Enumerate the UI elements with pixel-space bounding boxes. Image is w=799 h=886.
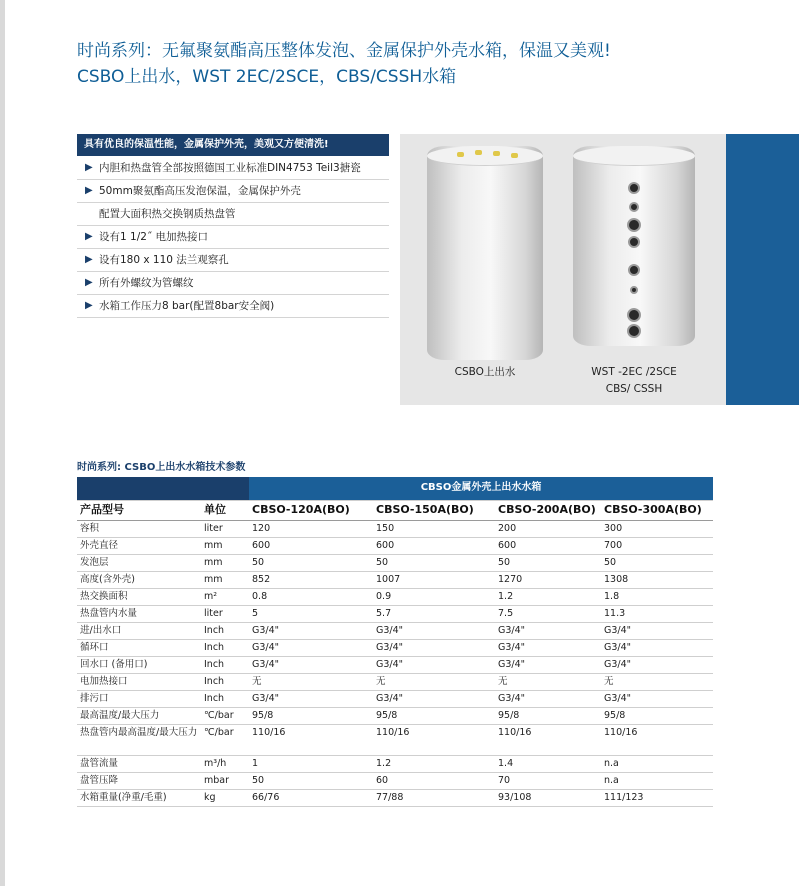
value-cell: 1.2 xyxy=(373,755,495,772)
features-list xyxy=(77,157,389,318)
wst-tank-image xyxy=(573,146,695,346)
triangle-bullet-icon: ▶ xyxy=(85,185,93,196)
value-cell: 852 xyxy=(249,571,373,588)
value-cell: 50 xyxy=(249,554,373,571)
value-cell: G3/4" xyxy=(373,622,495,639)
header-cell: 产品型号 xyxy=(77,500,201,520)
unit-cell: Inch xyxy=(201,656,249,673)
value-cell: 93/108 xyxy=(495,789,601,806)
feature-item xyxy=(77,180,389,203)
param-name-cell: 热交换面积 xyxy=(77,588,201,605)
unit-cell: m² xyxy=(201,588,249,605)
headline-line-1: 时尚系列：无氟聚氨酯高压整体发泡、金属保护外壳水箱，保温又美观! xyxy=(77,41,611,61)
value-cell: 1270 xyxy=(495,571,601,588)
value-cell: 95/8 xyxy=(601,707,713,724)
value-cell: 120 xyxy=(249,520,373,537)
table-row xyxy=(77,605,713,622)
value-cell: 50 xyxy=(495,554,601,571)
value-cell: 110/16 xyxy=(249,724,373,755)
value-cell: 50 xyxy=(249,772,373,789)
feature-text: 50mm聚氨酯高压发泡保温，金属保护外壳 xyxy=(99,185,301,197)
unit-cell: mbar xyxy=(201,772,249,789)
feature-item xyxy=(77,157,389,180)
table-row xyxy=(77,554,713,571)
value-cell: 0.9 xyxy=(373,588,495,605)
table-row xyxy=(77,673,713,690)
table-row xyxy=(77,755,713,772)
value-cell: 110/16 xyxy=(495,724,601,755)
specs-table xyxy=(77,477,713,807)
param-name-cell: 电加热接口 xyxy=(77,673,201,690)
features-title: 具有优良的保温性能，金属保护外壳，美观又方便清洗! xyxy=(77,134,389,156)
value-cell: 5 xyxy=(249,605,373,622)
header-cell: CBSO-150A(BO) xyxy=(373,500,495,520)
param-name-cell: 排污口 xyxy=(77,690,201,707)
table-row xyxy=(77,772,713,789)
value-cell: 1.4 xyxy=(495,755,601,772)
value-cell: 5.7 xyxy=(373,605,495,622)
param-name-cell: 热盘管内最高温度/最大压力 xyxy=(77,724,201,755)
value-cell: 70 xyxy=(495,772,601,789)
feature-item xyxy=(77,295,389,318)
value-cell: 111/123 xyxy=(601,789,713,806)
table-row xyxy=(77,690,713,707)
value-cell: 1007 xyxy=(373,571,495,588)
group-blank xyxy=(77,477,249,500)
caption-wst-line-1: WST -2EC /2SCE xyxy=(591,366,677,378)
headline xyxy=(77,38,777,90)
table-row xyxy=(77,724,713,755)
unit-cell: ℃/bar xyxy=(201,707,249,724)
value-cell: G3/4" xyxy=(495,656,601,673)
param-name-cell: 发泡层 xyxy=(77,554,201,571)
value-cell: G3/4" xyxy=(601,656,713,673)
table-row xyxy=(77,537,713,554)
table-row xyxy=(77,622,713,639)
param-name-cell: 高度(含外壳) xyxy=(77,571,201,588)
value-cell: 95/8 xyxy=(249,707,373,724)
feature-text: 水箱工作压力8 bar(配置8bar安全阀) xyxy=(99,300,275,312)
value-cell: G3/4" xyxy=(601,690,713,707)
product-photo-panel xyxy=(400,134,726,405)
value-cell: 600 xyxy=(249,537,373,554)
triangle-bullet-icon: ▶ xyxy=(85,300,93,311)
param-name-cell: 水箱重量(净重/毛重) xyxy=(77,789,201,806)
value-cell: 无 xyxy=(373,673,495,690)
caption-csbo: CSBO上出水 xyxy=(454,366,516,378)
param-name-cell: 回水口 (备用口) xyxy=(77,656,201,673)
value-cell: 66/76 xyxy=(249,789,373,806)
unit-cell: mm xyxy=(201,537,249,554)
value-cell: G3/4" xyxy=(249,690,373,707)
value-cell: G3/4" xyxy=(601,622,713,639)
value-cell: 1308 xyxy=(601,571,713,588)
param-name-cell: 外壳直径 xyxy=(77,537,201,554)
param-name-cell: 热盘管内水量 xyxy=(77,605,201,622)
table-row xyxy=(77,656,713,673)
value-cell: 200 xyxy=(495,520,601,537)
value-cell: G3/4" xyxy=(495,690,601,707)
caption-wst-line-2: CBS/ CSSH xyxy=(605,383,663,395)
value-cell: 0.8 xyxy=(249,588,373,605)
param-name-cell: 盘管压降 xyxy=(77,772,201,789)
value-cell: 1 xyxy=(249,755,373,772)
unit-cell: Inch xyxy=(201,690,249,707)
headline-line-2: CSBO上出水，WST 2EC/2SCE，CBS/CSSH水箱 xyxy=(77,67,457,87)
feature-item xyxy=(77,226,389,249)
feature-text: 内胆和热盘管全部按照德国工业标准DIN4753 Teil3搪瓷 xyxy=(99,162,361,174)
value-cell: 600 xyxy=(373,537,495,554)
value-cell: G3/4" xyxy=(373,639,495,656)
header-cell: CBSO-300A(BO) xyxy=(601,500,713,520)
unit-cell: ℃/bar xyxy=(201,724,249,755)
unit-cell: mm xyxy=(201,571,249,588)
value-cell: 无 xyxy=(601,673,713,690)
value-cell: 600 xyxy=(495,537,601,554)
triangle-bullet-icon: ▶ xyxy=(85,254,93,265)
value-cell: n.a xyxy=(601,755,713,772)
param-name-cell: 循环口 xyxy=(77,639,201,656)
unit-cell: Inch xyxy=(201,639,249,656)
unit-cell: Inch xyxy=(201,622,249,639)
value-cell: 110/16 xyxy=(373,724,495,755)
value-cell: 1.2 xyxy=(495,588,601,605)
feature-item xyxy=(77,203,389,226)
value-cell: 7.5 xyxy=(495,605,601,622)
caption-wst xyxy=(573,364,695,398)
unit-cell: mm xyxy=(201,554,249,571)
feature-item xyxy=(77,272,389,295)
value-cell: G3/4" xyxy=(601,639,713,656)
unit-cell: liter xyxy=(201,520,249,537)
value-cell: 95/8 xyxy=(495,707,601,724)
value-cell: 11.3 xyxy=(601,605,713,622)
value-cell: G3/4" xyxy=(249,656,373,673)
value-cell: G3/4" xyxy=(249,622,373,639)
value-cell: 95/8 xyxy=(373,707,495,724)
feature-text: 所有外螺纹为管螺纹 xyxy=(99,277,194,289)
unit-cell: kg xyxy=(201,789,249,806)
value-cell: 77/88 xyxy=(373,789,495,806)
header-cell: CBSO-120A(BO) xyxy=(249,500,373,520)
table-row xyxy=(77,707,713,724)
triangle-bullet-icon: ▶ xyxy=(85,277,93,288)
table-row xyxy=(77,520,713,537)
value-cell: 150 xyxy=(373,520,495,537)
header-cell: CBSO-200A(BO) xyxy=(495,500,601,520)
table-group-row xyxy=(77,477,713,500)
triangle-bullet-icon: ▶ xyxy=(85,162,93,173)
value-cell: 无 xyxy=(249,673,373,690)
value-cell: G3/4" xyxy=(249,639,373,656)
table-row xyxy=(77,789,713,806)
brand-strip xyxy=(726,134,799,405)
param-name-cell: 进/出水口 xyxy=(77,622,201,639)
value-cell: G3/4" xyxy=(373,656,495,673)
header-cell: 单位 xyxy=(201,500,249,520)
value-cell: 110/16 xyxy=(601,724,713,755)
table-title: 时尚系列: CSBO上出水水箱技术参数 xyxy=(77,462,246,473)
value-cell: 无 xyxy=(495,673,601,690)
feature-text: 设有180 x 110 法兰观察孔 xyxy=(99,254,229,266)
value-cell: G3/4" xyxy=(373,690,495,707)
param-name-cell: 盘管流量 xyxy=(77,755,201,772)
param-name-cell: 最高温度/最大压力 xyxy=(77,707,201,724)
feature-text: 配置大面积热交换钢质热盘管 xyxy=(99,208,236,220)
triangle-bullet-icon: ▶ xyxy=(85,231,93,242)
unit-cell: liter xyxy=(201,605,249,622)
value-cell: G3/4" xyxy=(495,639,601,656)
value-cell: n.a xyxy=(601,772,713,789)
table-header-row xyxy=(77,500,713,520)
table-row xyxy=(77,571,713,588)
group-header: CBSO金属外壳上出水水箱 xyxy=(249,477,713,500)
value-cell: 1.8 xyxy=(601,588,713,605)
csbo-tank-image xyxy=(427,146,543,360)
table-row xyxy=(77,639,713,656)
unit-cell: Inch xyxy=(201,673,249,690)
value-cell: 700 xyxy=(601,537,713,554)
value-cell: 50 xyxy=(373,554,495,571)
table-row xyxy=(77,588,713,605)
feature-item xyxy=(77,249,389,272)
unit-cell: m³/h xyxy=(201,755,249,772)
page-edge xyxy=(0,0,5,886)
feature-text: 设有1 1/2˝ 电加热接口 xyxy=(99,231,209,243)
value-cell: 60 xyxy=(373,772,495,789)
value-cell: G3/4" xyxy=(495,622,601,639)
param-name-cell: 容积 xyxy=(77,520,201,537)
value-cell: 50 xyxy=(601,554,713,571)
value-cell: 300 xyxy=(601,520,713,537)
